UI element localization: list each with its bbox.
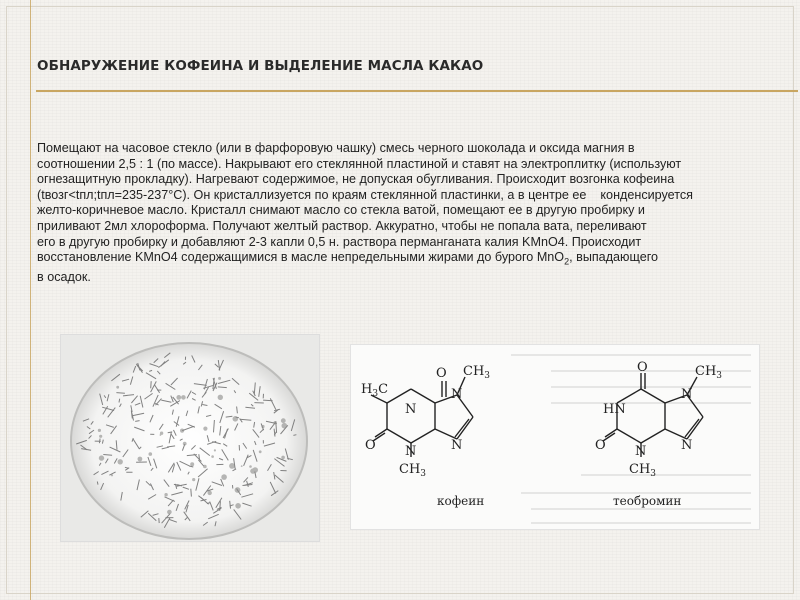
crystal-spot (211, 455, 214, 458)
theobromine-n7-label: N (681, 387, 693, 402)
crystal-spot (233, 416, 239, 422)
caffeine-o-bottom-label: O (365, 438, 376, 453)
caffeine-n3-label: N (405, 444, 417, 459)
crystal-spot (149, 452, 153, 456)
theobromine-ch3-top-label: $CH_3$ (695, 364, 723, 381)
procedure-paragraph (37, 141, 777, 286)
crystal-spot (118, 459, 123, 464)
paragraph-line: Помещают на часовое стекло (или в фарфоровую чашку) смесь черного шоколада и оксида магния в (37, 141, 635, 155)
subscript-2: 2 (564, 256, 570, 267)
crystal-spot (183, 442, 187, 446)
paragraph-line: в осадок. (37, 270, 91, 285)
crystal-spot (274, 421, 277, 424)
crystal-mark (220, 501, 221, 511)
crystal-spot (111, 474, 113, 476)
theobromine-hn-label: HN (603, 402, 626, 417)
crystal-mark (218, 387, 227, 388)
caffeine-ch3-top-label: $CH_3$ (463, 364, 491, 381)
theobromine-o-top-label: O (637, 360, 648, 375)
paragraph-line (37, 250, 777, 270)
crystal-spot (164, 493, 167, 496)
crystal-spot (235, 487, 241, 493)
caffeine-o-top-label: O (436, 366, 447, 381)
crystal-spot (99, 435, 102, 438)
crystal-spot (214, 449, 216, 451)
crystal-mark (119, 399, 120, 403)
crystal-spot (252, 467, 258, 473)
crystal-mark (116, 393, 125, 394)
crystal-spot (218, 377, 221, 380)
crystal-spot (241, 465, 243, 467)
crystal-image (61, 335, 319, 541)
crystal-spot (181, 395, 186, 400)
paragraph-line: приливают 2мл хлороформа. Получают желтый раствор. Аккуратно, чтобы не попала вата, переливают (37, 218, 647, 233)
caffeine-crystals-photo (60, 334, 320, 542)
crystal-spot (221, 474, 227, 480)
caffeine-n9-label: N (451, 438, 463, 453)
theobromine-n9-label: N (681, 438, 693, 453)
crystal-spot (203, 465, 207, 469)
crystal-spot (190, 462, 194, 466)
crystal-spot (116, 386, 119, 389)
crystal-mark (151, 381, 152, 388)
paragraph-line: огнезащитную прокладку). Нагревают содержимое, не допуская обугливания. Происходит возгонка кофеина (37, 172, 675, 187)
theobromine-name-label: теобромин (613, 494, 682, 508)
chemical-structures-panel (350, 344, 760, 530)
crystal-spot (281, 418, 286, 423)
theobromine-n3-label: N (635, 444, 647, 459)
crystal-spot (203, 427, 207, 431)
crystal-spot (281, 456, 285, 460)
caffeine-name-label: кофеин (437, 494, 485, 508)
crystal-mark (99, 439, 100, 444)
crystal-spot (229, 463, 235, 469)
structures-svg (351, 345, 759, 529)
caffeine-h3c-label: $H_3C$ (361, 382, 389, 399)
crystal-spot (192, 478, 195, 481)
line-tail: , выпадающего (569, 250, 659, 265)
crystal-mark (97, 482, 98, 485)
theobromine-ch3-bottom-label: $CH_3$ (629, 462, 657, 479)
theobromine-o-bottom-label: O (595, 438, 606, 453)
paragraph-line: его в другую пробирку и добавляют 2-3 капли 0,5 н. раствора перманганата калия KMnO4. Происходит (37, 234, 642, 249)
crystal-spot (208, 491, 212, 495)
crystal-spot (99, 455, 104, 460)
line-text: восстановление KMnO4 содержащимися в масле непредельными жирами до бурого MnO (37, 250, 565, 265)
crystal-spot (176, 395, 181, 400)
left-accent-line (30, 0, 31, 600)
crystal-spot (138, 457, 143, 462)
crystal-mark (293, 435, 296, 436)
slide-title: ОБНАРУЖЕНИЕ КОФЕИНА И ВЫДЕЛЕНИЕ МАСЛА КАКАО (37, 58, 484, 74)
crystal-spot (98, 429, 101, 432)
crystal-spot (167, 510, 172, 515)
crystal-spot (249, 465, 252, 468)
crystal-spot (180, 429, 184, 433)
paragraph-line: желто-коричневое масло. Кристалл снимают масло со стекла ватой, помещают ее в другую пробирку и (37, 203, 645, 218)
crystal-spot (282, 423, 288, 429)
crystal-mark (191, 489, 192, 497)
crystal-spot (235, 503, 241, 509)
title-underline (36, 90, 798, 92)
caffeine-n1-label: N (405, 402, 417, 417)
crystal-spot (218, 395, 223, 400)
caffeine-n7-label: N (451, 387, 463, 402)
crystal-mark (103, 455, 112, 456)
paragraph-line: соотношении 2,5 : 1 (по массе). Накрывают его стеклянной пластиной и ставят на электроплитку (используют (37, 156, 682, 171)
crystal-spot (160, 434, 162, 436)
caffeine-ch3-bottom-label: $CH_3$ (399, 462, 427, 479)
paragraph-line: (tвозг<tпл;tпл=235-237°C). Он кристаллизуется по краям стеклянной пластинки, а в центре ее конденсируется (37, 187, 694, 202)
crystal-spot (259, 450, 262, 453)
crystal-spot (261, 425, 264, 428)
